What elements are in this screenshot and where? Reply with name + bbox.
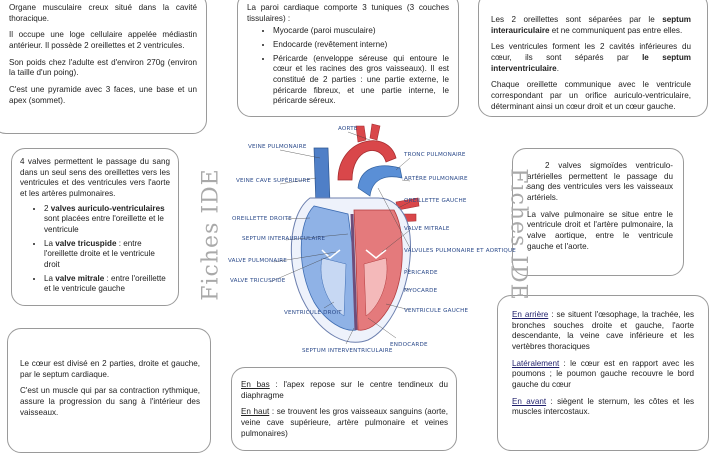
text-fragment: La xyxy=(44,273,56,283)
term-valves-av: valves auriculo-ventriculaires xyxy=(50,203,165,213)
info-box-cavites xyxy=(478,0,708,117)
heading-en-haut: En haut xyxy=(241,407,270,417)
info-box-rapports xyxy=(497,295,709,451)
info-box-paroi xyxy=(237,0,459,117)
list-item xyxy=(44,274,170,295)
text-fragment: 2 xyxy=(44,203,51,213)
heading-en-bas: En bas xyxy=(241,380,270,389)
text-en-haut xyxy=(241,407,448,439)
text-fragment: La xyxy=(44,238,56,248)
label-valvules: VALVULES PULMONAIRE ET AORTIQUE xyxy=(404,248,517,254)
text-ventricules xyxy=(491,42,691,74)
vena-cava-shape xyxy=(314,148,330,206)
heart-diagram xyxy=(218,118,517,358)
label-valve-tricuspide: VALVE TRICUSPIDE xyxy=(230,278,286,284)
text-communication: Chaque oreillette communique avec le ventricule correspondant par un orifice auriculo-ventriculaire, déterminant ainsi un cœur droit et un cœur gauche. xyxy=(491,80,691,111)
text-division: Le cœur est divisé en 2 parties, droite et gauche, par le septum cardiaque. xyxy=(20,359,200,379)
label-oreillette-gauche: OREILLETTE GAUCHE xyxy=(404,198,467,204)
text-fragment: et ne communiquent pas entre elles. xyxy=(549,25,683,35)
text-fragment: : entre l'oreillette droite et le ventricule droit xyxy=(44,238,155,270)
term-valve-tricuspide: valve tricuspide xyxy=(55,238,117,248)
text-muscle: C'est un muscle qui par sa contraction rythmique, assure la progression du sang à l'intérieur des vaisseaux. xyxy=(20,386,200,417)
text-en-arriere xyxy=(512,310,694,353)
text-fragment: : se situent l'œsophage, la trachée, les bronches souches droite et gauche, l'aorte descendante, la veine cave inférieure et les vertèbres thoraciques xyxy=(512,310,694,352)
text-valves-intro: 4 valves permettent le passage du sang dans un seul sens des oreillettes vers les ventricules et des ventricules vers l'aorte et les artères pulmonaires. xyxy=(20,157,170,199)
text-lateralement xyxy=(512,359,694,391)
label-septum-interauriculaire: SEPTUM INTERAURICULAIRE xyxy=(242,236,326,242)
text-fragment: Les ventricules forment les 2 cavités inférieures du cœur, ils sont séparés par xyxy=(491,42,691,63)
label-endocarde: ENDOCARDE xyxy=(390,342,428,348)
heading-lateralement: Latéralement xyxy=(512,358,560,368)
text-fragment: : siègent le sternum, les côtes et les muscles intercostaux. xyxy=(512,396,694,417)
label-ventricule-gauche: VENTRICULE GAUCHE xyxy=(404,308,469,314)
text-poids: Son poids chez l'adulte est d'environ 270g (environ la taille d'un poing). xyxy=(9,57,197,78)
text-forme: C'est une pyramide avec 3 faces, une base et un apex (sommet). xyxy=(9,85,197,105)
label-valve-mitrale: VALVE MITRALE xyxy=(404,226,450,232)
text-fragment: : entre l'oreillette et le ventricule gauche xyxy=(44,273,166,294)
text-valve-pulmonaire: La valve pulmonaire se situe entre le ventricule droit et l'artère pulmonaire, la valve aortique, entre le ventricule gauche et l'aorte. xyxy=(527,209,673,251)
label-tronc-pulmonaire: TRONC PULMONAIRE xyxy=(404,152,466,158)
label-valve-pulmonaire: VALVE PULMONAIRE xyxy=(228,258,288,264)
label-veine-pulmonaire: VEINE PULMONAIRE xyxy=(248,144,307,150)
text-paroi-intro: La paroi cardiaque comporte 3 tuniques (3 couches tissulaires) : xyxy=(247,3,449,23)
info-box-situation xyxy=(231,367,457,451)
info-box-valves-sigmoides xyxy=(512,148,684,276)
list-item xyxy=(44,204,170,236)
list-valves xyxy=(20,204,170,295)
text-mediastin: Il occupe une loge cellulaire appelée médiastin antérieur. Il possède 2 oreillettes et 2 ventricules. xyxy=(9,30,197,51)
label-aorte: AORTE xyxy=(338,126,358,132)
term-septum-interventriculaire: le septum interventriculaire xyxy=(491,53,691,73)
info-box-division xyxy=(7,328,211,453)
label-septum-interventriculaire: SEPTUM INTERVENTRICULAIRE xyxy=(302,348,393,354)
label-oreillette-droite: OREILLETTE DROITE xyxy=(232,216,292,222)
text-definition: Organe musculaire creux situé dans la cavité thoracique. xyxy=(9,3,197,23)
list-item xyxy=(44,239,170,271)
text-en-bas xyxy=(241,380,448,401)
label-vcs: VEINE CAVE SUPÉRIEURE xyxy=(236,178,311,184)
text-fragment: : se trouvent les gros vaisseaux sanguins (aorte, veine cave supérieure, artère pulmonaire et veines pulmonaires) xyxy=(241,407,449,438)
info-box-valves-av xyxy=(11,148,179,306)
label-myocarde: MYOCARDE xyxy=(404,288,438,294)
text-sigmoides: 2 valves sigmoïdes ventriculo-artérielles permettent le passage du sang des ventricules vers les vaisseaux artériels. xyxy=(527,161,673,203)
info-box-definition xyxy=(0,0,207,134)
text-fragment: . xyxy=(556,63,559,73)
term-septum-interauriculaire: septum interauriculaire xyxy=(491,15,691,35)
list-item: • Endocarde (revêtement interne) xyxy=(273,40,449,51)
label-ventricule-droit: VENTRICULE DROIT xyxy=(284,310,342,316)
text-fragment: Les 2 oreillettes sont séparées par le xyxy=(491,15,663,24)
text-oreillettes xyxy=(491,15,691,36)
text-fragment: sont placées entre l'oreillette et le ventricule xyxy=(44,214,164,235)
text-fragment: : le cœur est en rapport avec les poumons ; le poumon gauche recouvre le bord gauche du cœur xyxy=(512,358,694,390)
list-item: • Myocarde (paroi musculaire) xyxy=(273,26,449,37)
label-artere-pulmonaire: ARTÈRE PULMONAIRE xyxy=(404,176,468,182)
watermark-left: Fiches IDE xyxy=(198,168,224,301)
label-pericarde: PÉRICARDE xyxy=(404,270,438,276)
heading-en-avant: En avant xyxy=(512,396,547,406)
text-en-avant xyxy=(512,397,694,418)
watermark-right: Fiches IDE xyxy=(505,168,531,301)
heading-en-arriere: En arrière xyxy=(512,310,549,319)
list-item: • Péricarde (enveloppe séreuse qui entoure le cœur et les racines des gros vaisseaux). Il est constitué de 2 parties : une partie externe, le péricarde fibreux, et une partie interne, le péricarde séreux. xyxy=(273,54,449,107)
list-tuniques xyxy=(247,26,449,107)
term-valve-mitrale: valve mitrale xyxy=(55,273,105,283)
text-fragment: : l'apex repose sur le centre tendineux du diaphragme xyxy=(241,380,448,400)
